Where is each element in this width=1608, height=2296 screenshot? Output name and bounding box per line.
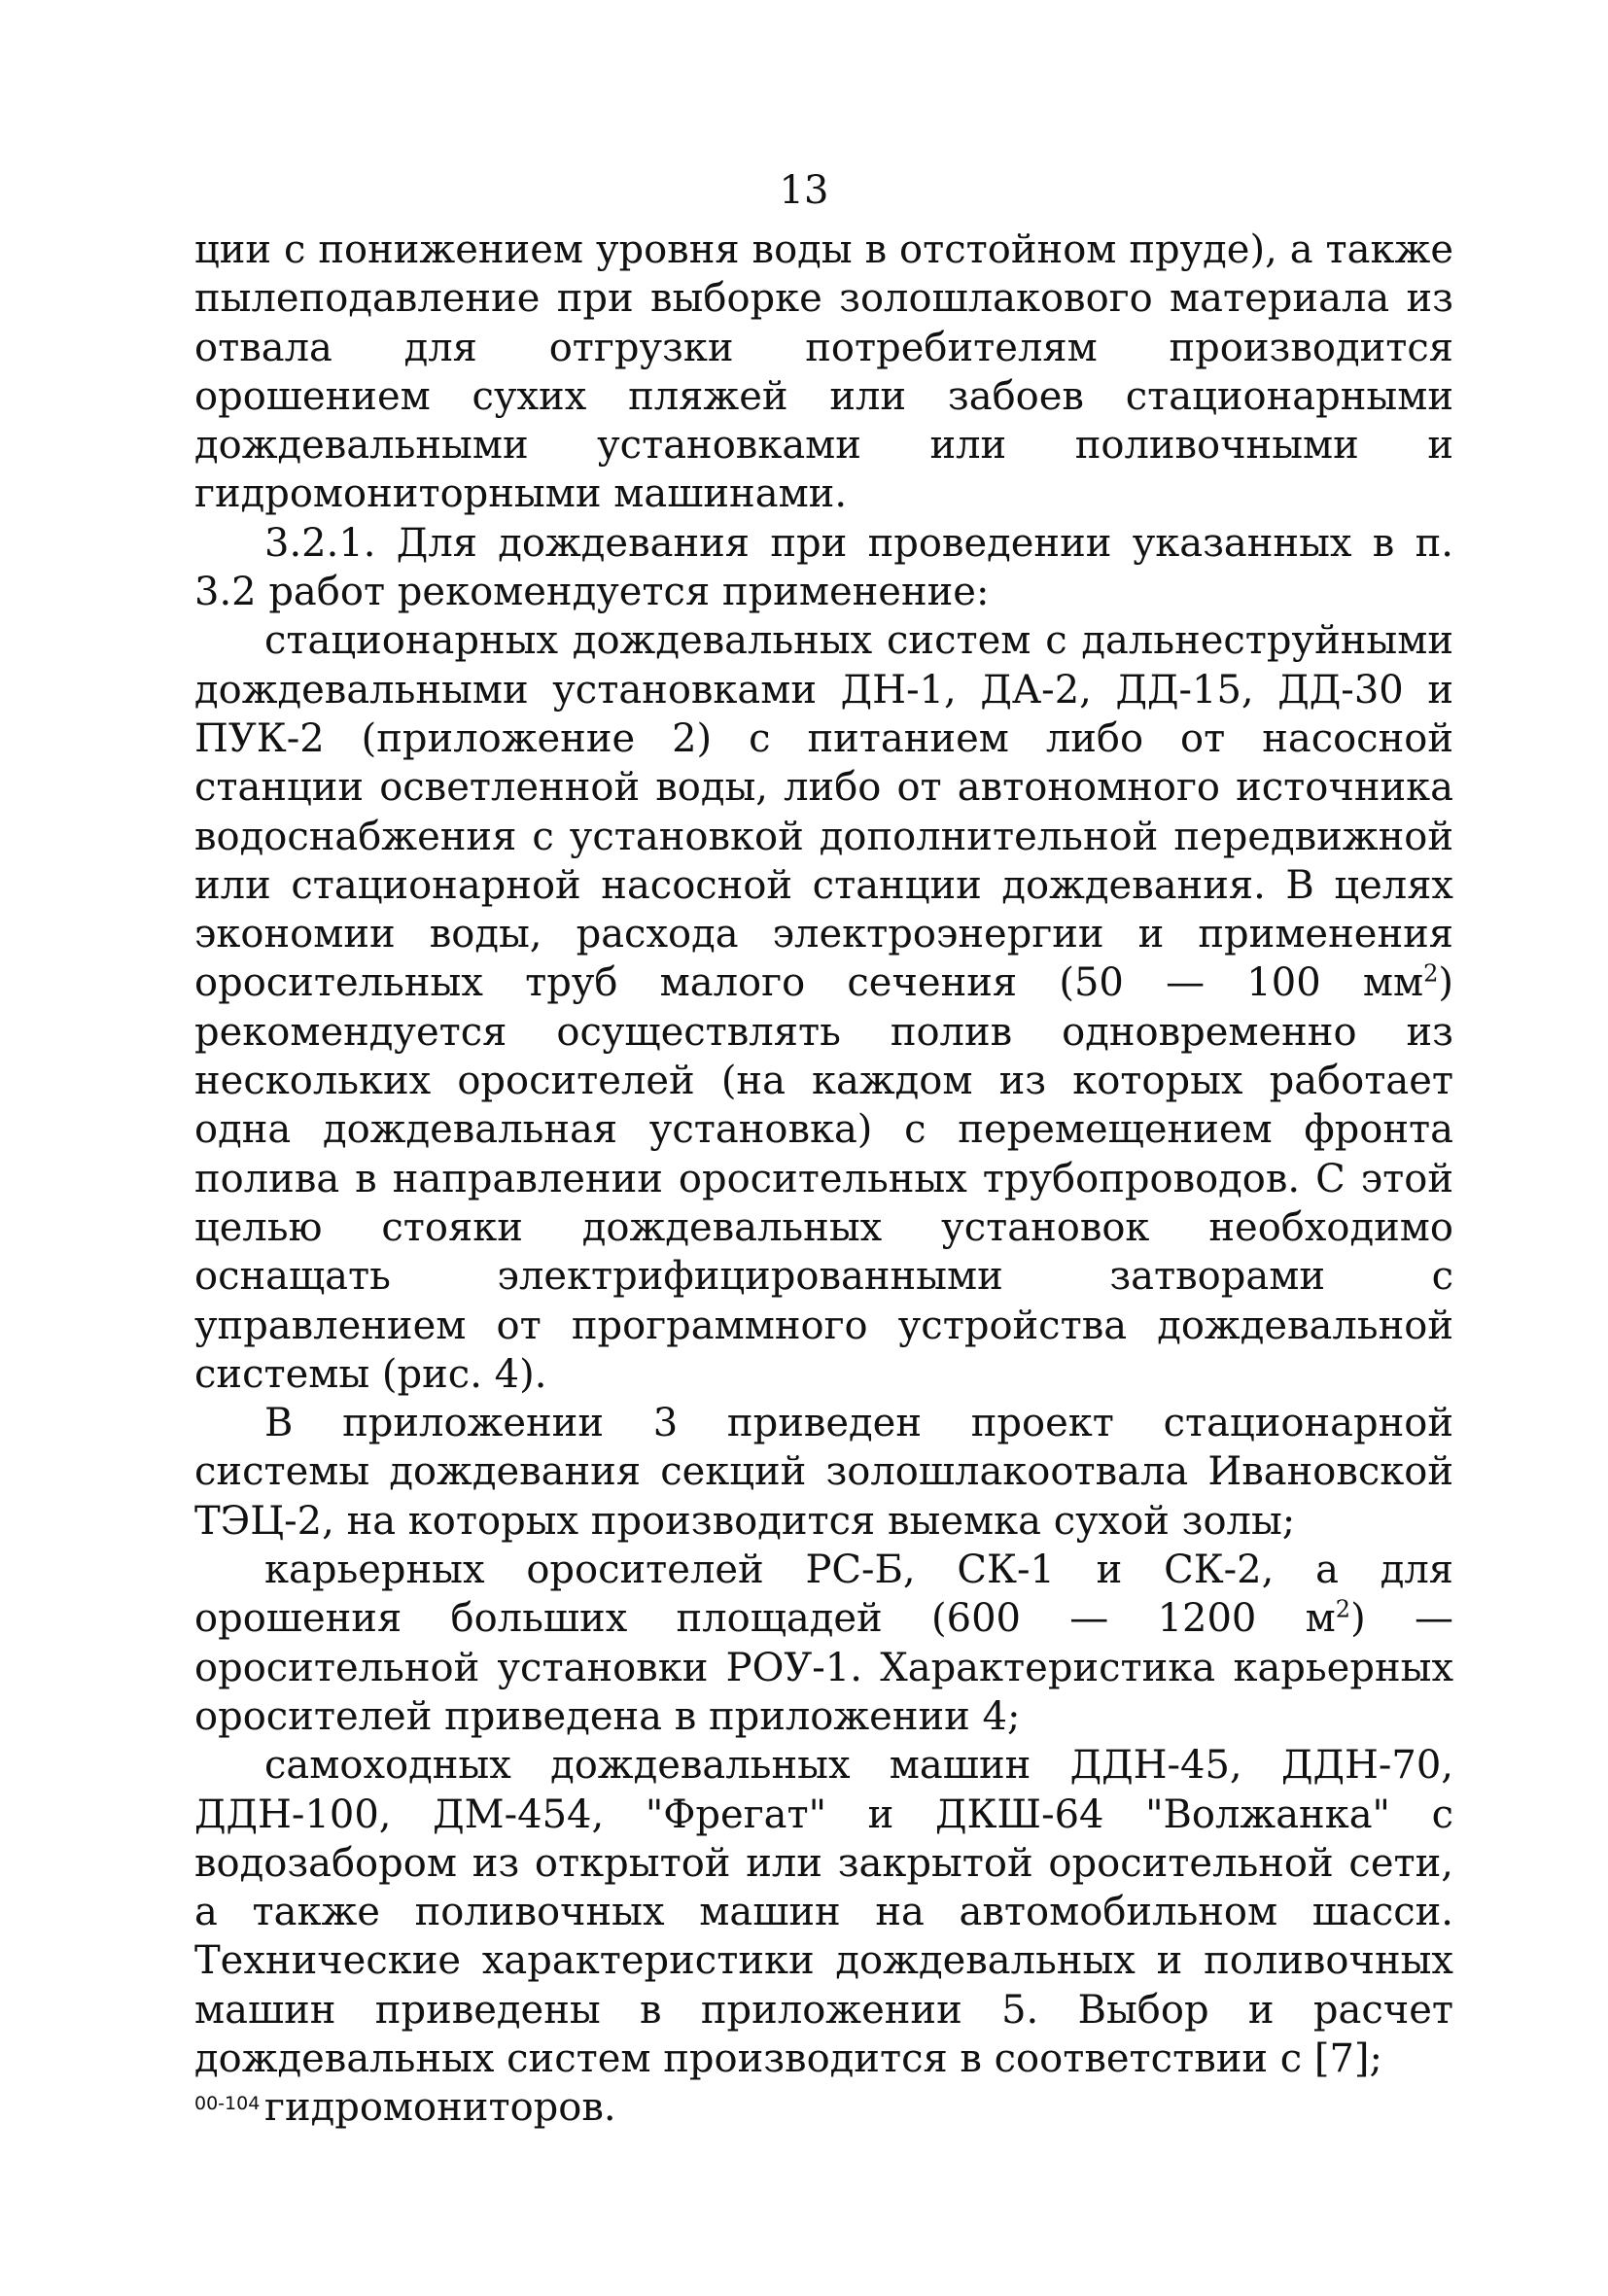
paragraph-continuation: ции с понижением уровня воды в отстойном пруде), а также пылеподавление при выборке золошлакового материала из отвала для отгрузки потребителям производится орошением сухих пляжей или забоев стационарными дождевальными установками или поливочными и гидромониторными машинами.	[194, 227, 1453, 517]
document-body	[194, 226, 1453, 2133]
superscript: 2	[1423, 960, 1439, 989]
paragraph-hydromonitors: гидромониторов.	[264, 2085, 616, 2131]
footer-code: 00-104	[194, 2093, 261, 2114]
paragraph-text: ) — оросительной установки РОУ-1. Характеристика карьерных оросителей приведена в приложении 4;	[194, 1596, 1453, 1739]
paragraph-section-3-2-1: 3.2.1. Для дождевания при проведении указанных в п. 3.2 работ рекомендуется применение:	[194, 520, 1453, 615]
paragraph-text: стационарных дождевальных систем с дальнеструйными дождевальными установками ДН-1, ДА-2, ДД-15, ДД-30 и ПУК-2 (приложение 2) с питанием либо от насосной станции осветленной воды, либо от автономного источника водоснабжения с установкой дополнительной передвижной или стационарной насосной станции дождевания. В целях экономии воды, расхода электроэнергии и применения оросительных труб малого сечения (50 — 100 мм	[194, 618, 1453, 1006]
paragraph-text: карьерных оросителей РС-Б, СК-1 и СК-2, а для орошения больших площадей (600 — 1200 м	[194, 1548, 1453, 1642]
paragraph-text: ) рекомендуется осуществлять полив одновременно из нескольких оросителей (на каждом из которых работает одна дождевальная установка) с перемещением фронта полива в направлении оросительных трубопроводов. С этой целью стояки дождевальных установок необходимо оснащать электрифицированными затворами с управлением от программного устройства дождевальной системы (рис. 4).	[194, 960, 1453, 1397]
paragraph-appendix-3: В приложении 3 приведен проект стационарной системы дождевания секций золошлакоотвала Ивановской ТЭЦ-2, на которых производится выемка сухой золы;	[194, 1401, 1453, 1544]
paragraph-stationary-systems	[194, 616, 1453, 1399]
paragraph-self-propelled-machines: самоходных дождевальных машин ДДН-45, ДДН-70, ДДН-100, ДМ-454, "Фрегат" и ДКШ-64 "Волжанка" с водозабором из открытой или закрытой оросительной сети, а также поливочных машин на автомобильном шасси. Технические характеристики дождевальных и поливочных машин приведены в приложении 5. Выбор и расчет дождевальных систем производится в соответствии с [7];	[194, 1743, 1453, 2081]
page-number: 13	[779, 168, 829, 213]
superscript: 2	[1335, 1595, 1351, 1623]
paragraph-quarry-sprinklers	[194, 1546, 1453, 1741]
